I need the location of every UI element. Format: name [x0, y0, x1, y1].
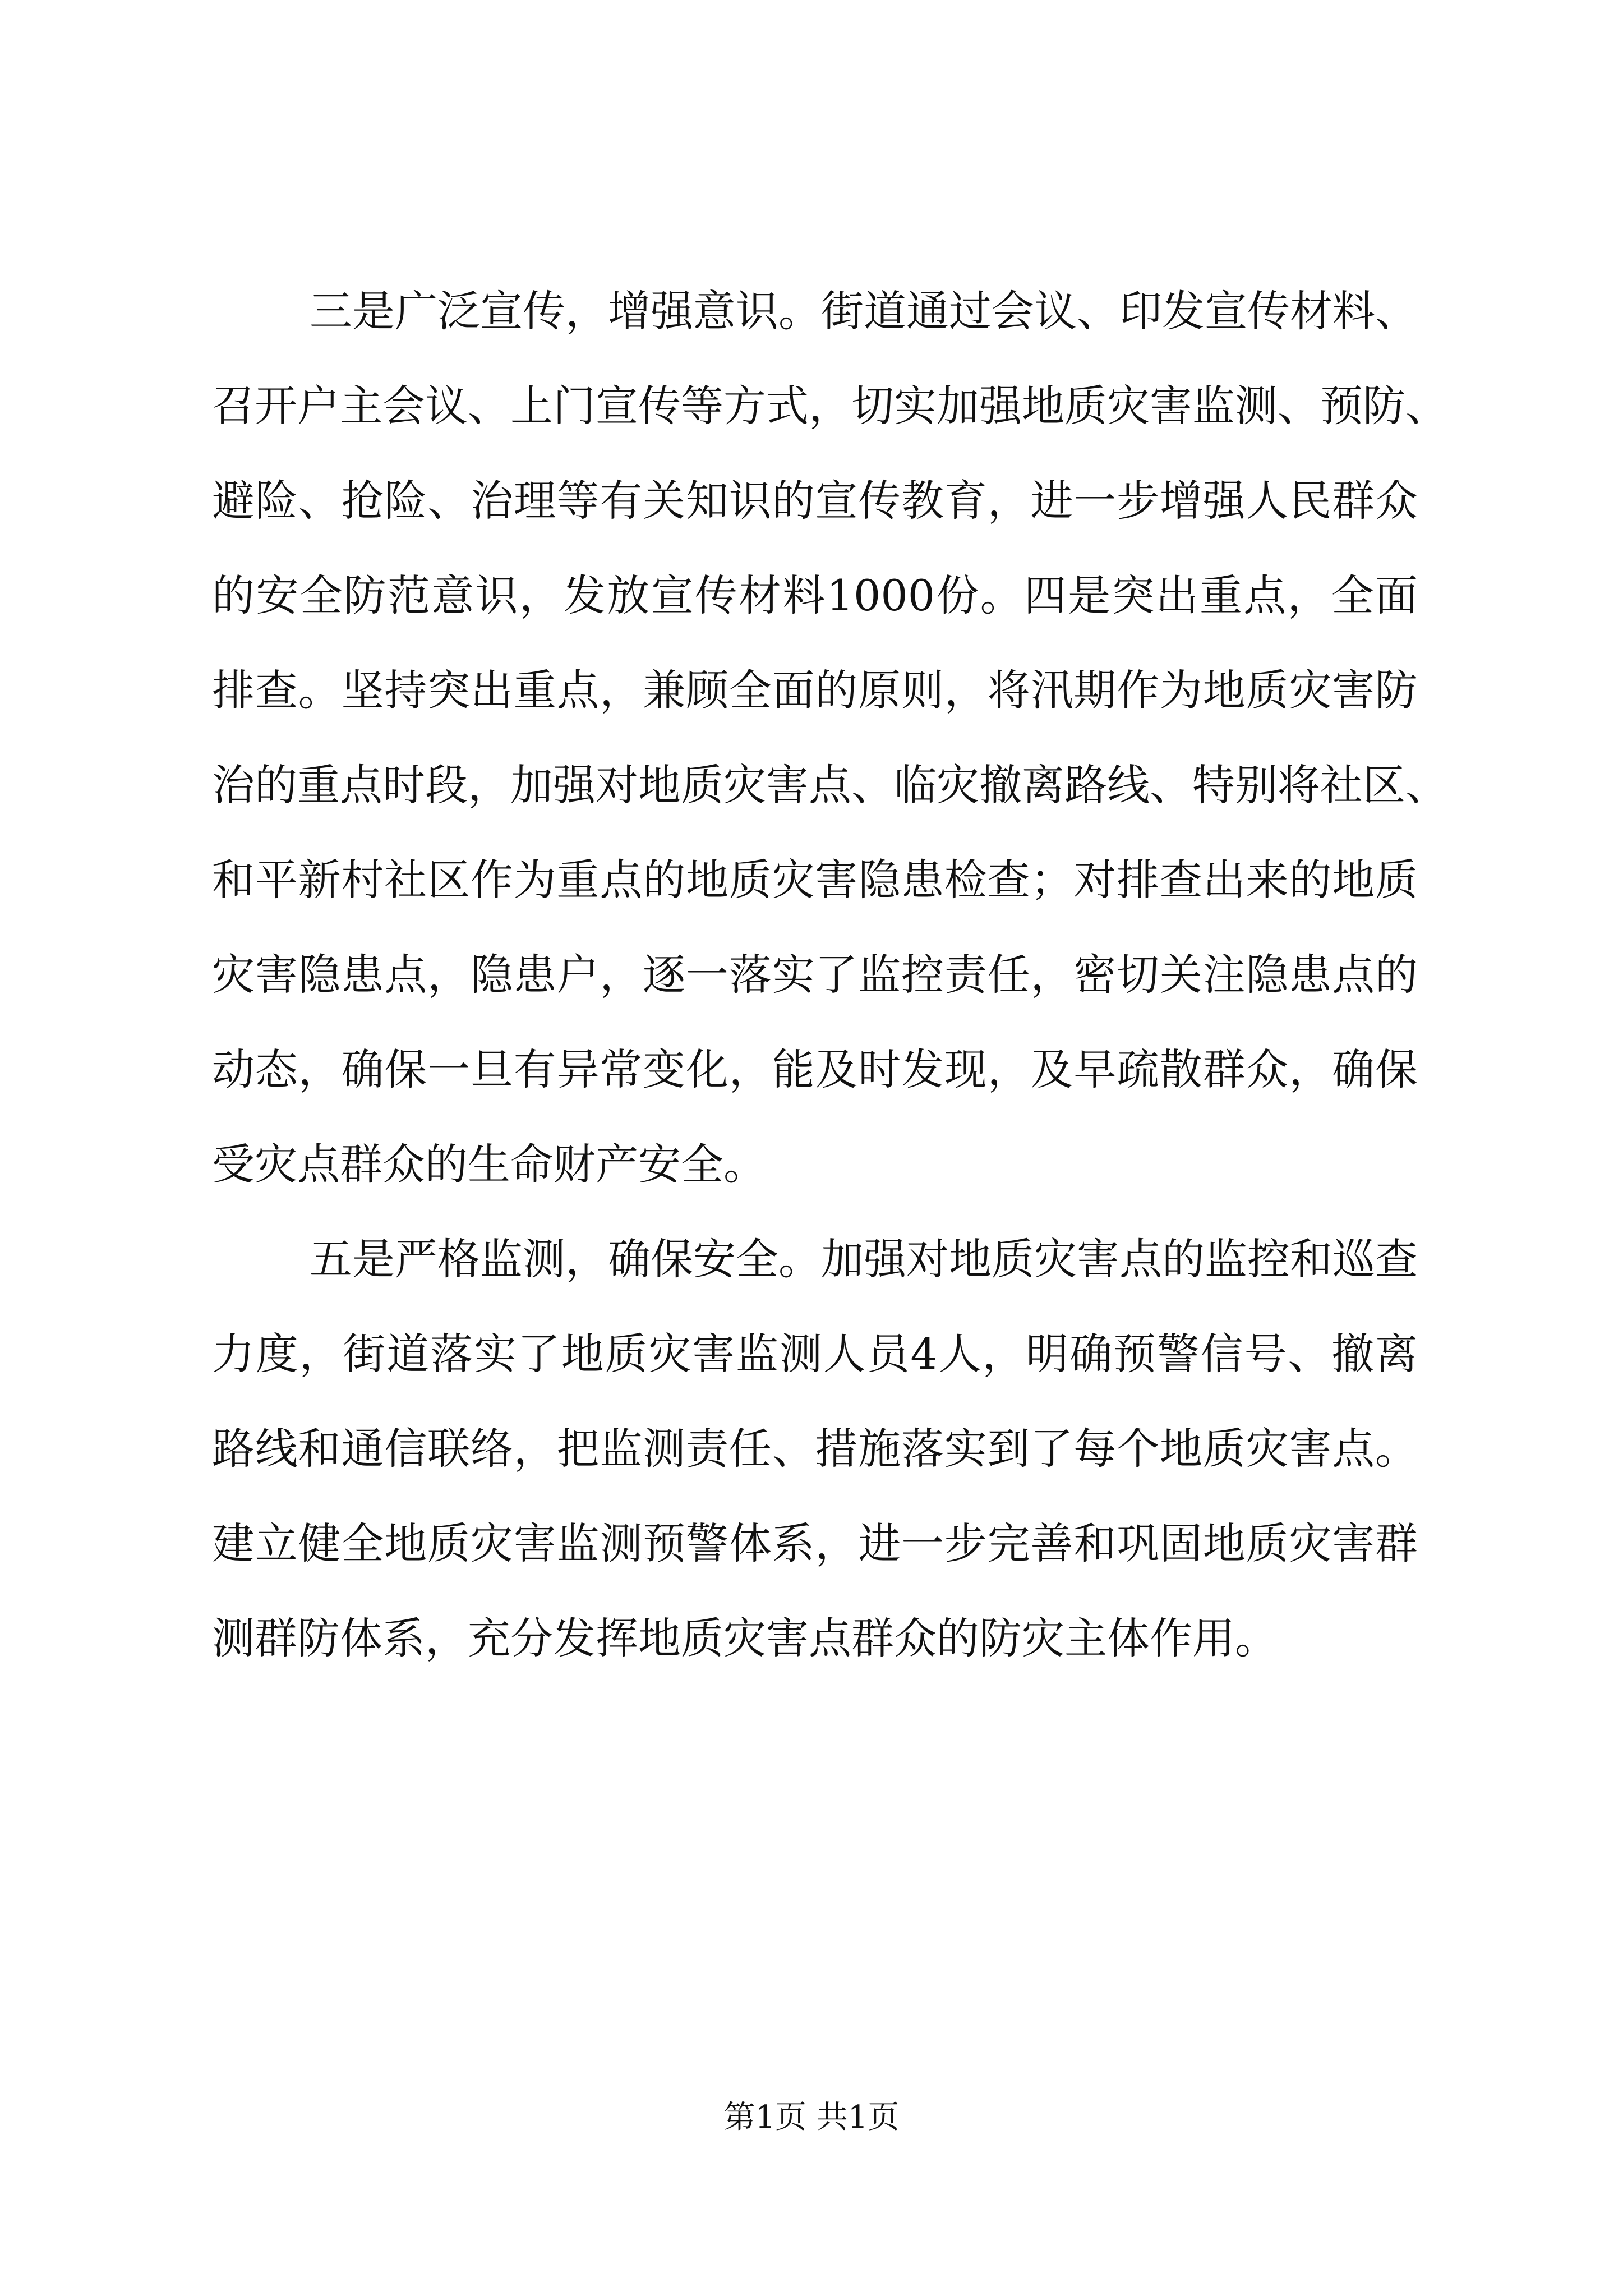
paragraph-line: 路线和通信联络，把监测责任、措施落实到了每个地质灾害点。 [212, 1424, 1418, 1474]
paragraph-line: 五是严格监测，确保安全。加强对地质灾害点的监控和巡查 [310, 1234, 1418, 1284]
paragraph-1 [212, 264, 1448, 1212]
paragraph-line: 避险、抢险、治理等有关知识的宣传教育，进一步增强人民群众 [212, 476, 1418, 526]
paragraph-line: 排查。坚持突出重点，兼顾全面的原则，将汛期作为地质灾害防 [212, 665, 1418, 715]
paragraph-line: 的安全防范意识，发放宣传材料1000份。四是突出重点，全面 [212, 570, 1418, 620]
paragraph-line: 测群防体系，充分发挥地质灾害点群众的防灾主体作用。 [212, 1613, 1278, 1663]
page-number-footer: 第1页 共1页 [723, 2099, 900, 2136]
paragraph-line: 召开户主会议、上门宣传等方式，切实加强地质灾害监测、预防、 [212, 381, 1448, 431]
paragraph-2 [212, 1212, 1418, 1686]
paragraph-line: 灾害隐患点，隐患户，逐一落实了监控责任，密切关注隐患点的 [212, 950, 1418, 1000]
paragraph-line: 三是广泛宣传，增强意识。街道通过会议、印发宣传材料、 [310, 286, 1418, 336]
paragraph-line: 受灾点群众的生命财产安全。 [212, 1139, 766, 1189]
paragraph-line: 动态，确保一旦有异常变化，能及时发现，及早疏散群众，确保 [212, 1045, 1418, 1094]
paragraph-line: 建立健全地质灾害监测预警体系，进一步完善和巩固地质灾害群 [212, 1519, 1418, 1568]
paragraph-line: 治的重点时段，加强对地质灾害点、临灾撤离路线、特别将社区、 [212, 760, 1448, 810]
paragraph-line: 力度，街道落实了地质灾害监测人员4人，明确预警信号、撤离 [212, 1329, 1418, 1379]
document-body [212, 264, 1448, 1686]
paragraph-line: 和平新村社区作为重点的地质灾害隐患检查；对排查出来的地质 [212, 855, 1418, 905]
